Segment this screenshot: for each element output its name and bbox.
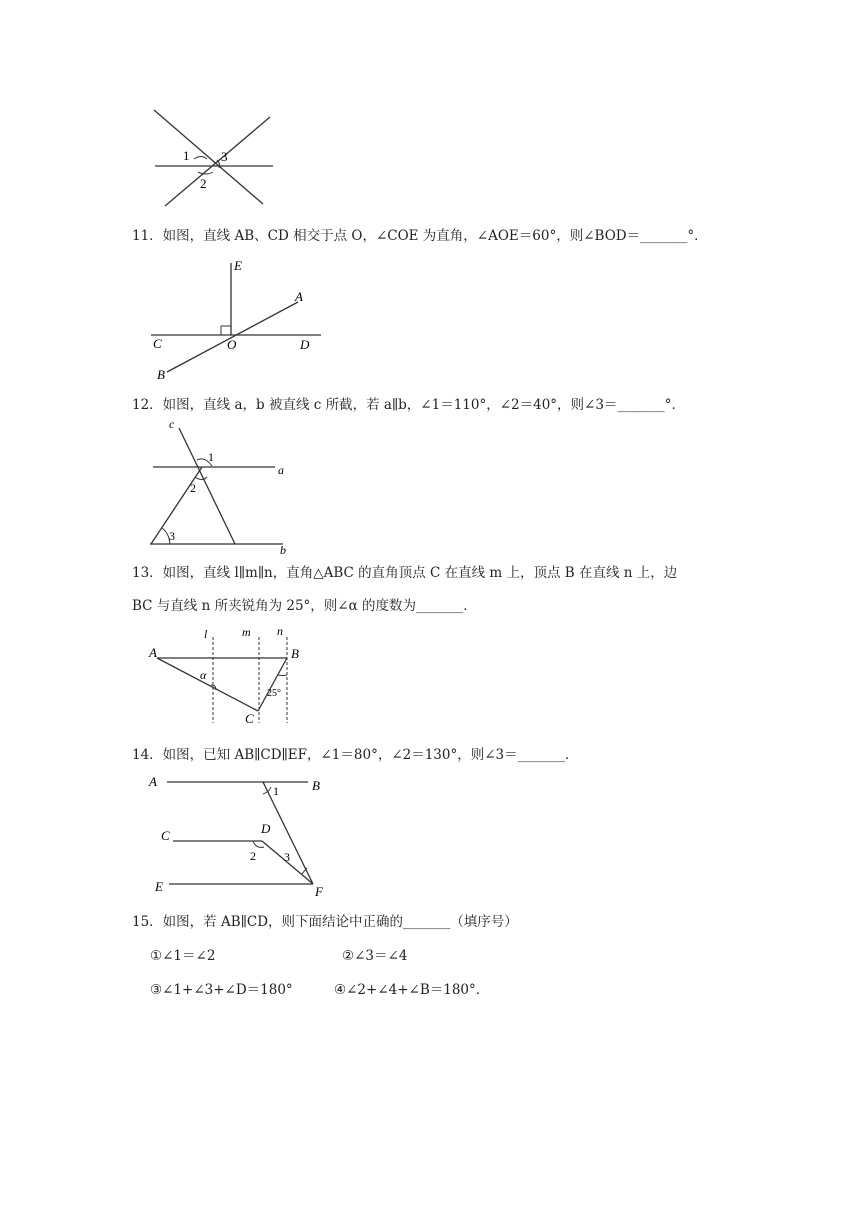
fig14-label-E: E [155,879,163,894]
fig13-label-B: B [291,646,299,661]
question-13-line2: BC 与直线 n 所夹锐角为 25°，则∠α 的度数为_______． [132,598,477,614]
question-13-line1: 13．如图，直线 l∥m∥n，直角△ABC 的直角顶点 C 在直线 m 上，顶点 B 在直线 n 上，边 [132,565,678,581]
fig14-label-D: D [261,821,271,836]
fig11-label-D: D [300,337,310,352]
fig14-label-1: 1 [273,784,279,798]
fig12-label-2: 2 [190,481,196,495]
question-12: 12．如图，直线 a，b 被直线 c 所截，若 a∥b，∠1＝110°，∠2＝40°，则∠3＝_______°． [132,397,685,413]
figure-q13 [145,623,305,733]
question-14: 14．如图，已知 AB∥CD∥EF，∠1＝80°，∠2＝130°，则∠3＝_______． [132,747,579,763]
figure-q11 [145,256,325,382]
fig14-label-A: A [149,774,157,789]
fig12-label-1: 1 [208,450,214,464]
fig14-label-C: C [161,828,170,843]
q15-option-1: ①∠1＝∠2 [150,948,216,964]
fig11-label-O: O [227,337,237,352]
figure-q12 [145,416,295,556]
fig11-label-A: A [295,289,303,304]
fig11-label-C: C [153,336,162,351]
fig12-label-b: b [280,543,286,556]
fig10-label-2: 2 [200,176,207,191]
fig14-label-3: 3 [284,850,290,864]
fig13-label-25: 25° [267,688,281,699]
fig11-label-B: B [157,367,165,382]
fig13-label-m: m [242,625,251,639]
fig12-label-3: 3 [169,529,175,543]
question-15: 15．如图，若 AB∥CD，则下面结论中正确的_______（填序号） [132,914,518,930]
fig12-label-c: c [169,417,175,431]
fig13-label-A: A [149,645,157,660]
q15-option-3: ③∠1+∠3+∠D＝180° [150,982,293,998]
fig13-label-n: n [277,624,283,638]
figure-q14 [145,770,335,900]
fig13-label-l: l [204,627,208,641]
fig14-label-2: 2 [250,849,256,863]
fig13-label-alpha: α [200,668,207,682]
fig11-label-E: E [234,258,242,273]
fig10-label-3: 3 [221,149,228,164]
fig10-label-1: 1 [183,148,190,163]
fig14-label-B: B [312,778,320,793]
fig14-label-F: F [315,884,323,899]
figure-q10 [145,104,280,214]
fig13-label-C: C [245,711,254,726]
q15-option-2: ②∠3＝∠4 [342,948,408,964]
question-11: 11．如图，直线 AB、CD 相交于点 O，∠COE 为直角，∠AOE＝60°，则∠BOD＝_______°． [132,228,708,244]
q15-option-4: ④∠2+∠4+∠B＝180°． [334,982,490,998]
fig12-label-a: a [278,463,284,477]
